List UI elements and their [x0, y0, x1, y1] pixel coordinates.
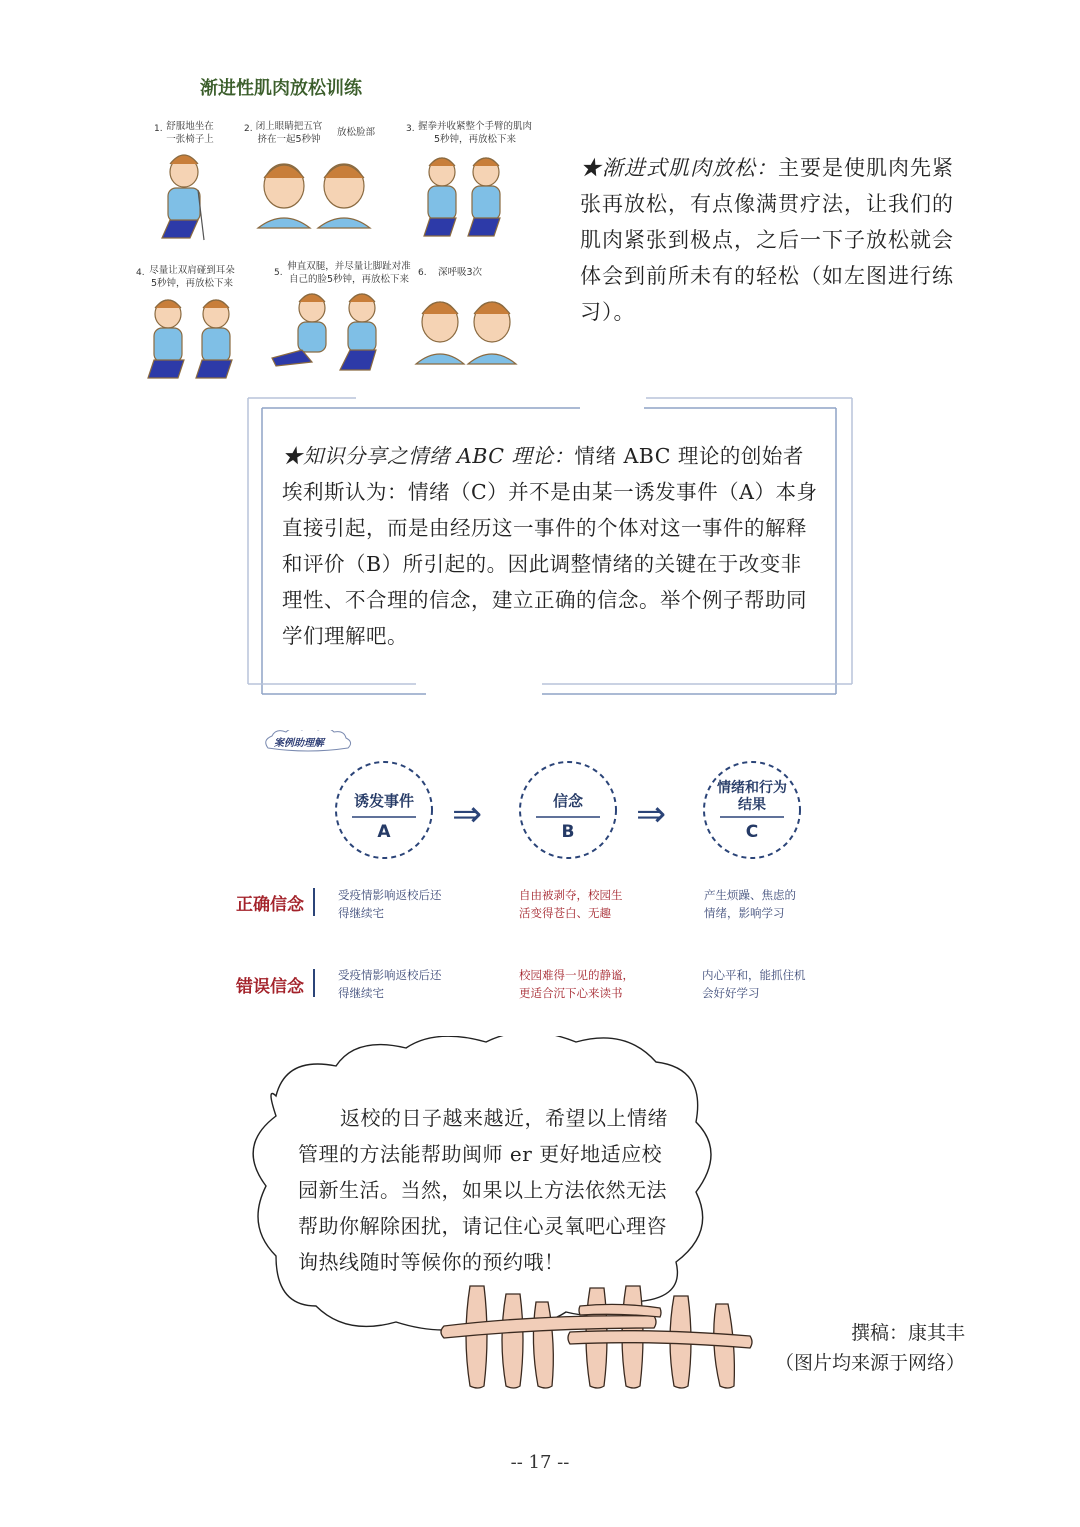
circle-c-letter: C — [745, 822, 759, 842]
figure-5 — [272, 294, 376, 370]
step-number: 6. — [418, 268, 427, 278]
figure-3 — [424, 158, 500, 236]
row-cell: 受疫情影响返校后还 得继续宅 — [338, 968, 442, 1000]
step-number: 5. — [274, 268, 283, 278]
relaxation-paragraph — [580, 150, 965, 330]
figure-2 — [258, 164, 370, 228]
step-text: 闭上眼睛把五官 挤在一起5秒钟 — [255, 121, 323, 145]
image-source-note: （图片均来源于网络） — [774, 1352, 965, 1374]
step-number: 3. — [406, 124, 415, 134]
step-text: 握拳并收紧整个手臂的肌肉 5秒钟，再放松下来 — [417, 121, 532, 145]
row-cell: 校园难得一见的静谧， 更适合沉下心来读书 — [519, 968, 634, 1000]
circle-a-label: 诱发事件 — [353, 792, 414, 810]
row-cell: 产生烦躁、焦虑的 情绪，影响学习 — [704, 888, 796, 920]
author-line: 撰稿：康其丰 — [850, 1322, 965, 1344]
relaxation-illustration — [136, 60, 536, 390]
figure-4 — [148, 300, 232, 378]
author-credit — [765, 1318, 965, 1378]
step-number: 2. — [244, 124, 253, 134]
case-tag — [262, 730, 358, 754]
relaxation-body: 主要是使肌肉先紧张再放松，有点像满贯疗法，让我们的肌肉紧张到极点，之后一下子放松就会体会到前所未有的轻松（如左图进行练习）。 — [580, 156, 954, 324]
figure-6 — [416, 302, 516, 364]
relaxation-heading: ★渐进式肌肉放松： — [580, 156, 778, 180]
case-tag-text: 案例助理解 — [274, 738, 324, 749]
circle-a-letter: A — [377, 822, 391, 842]
row-divider — [313, 888, 315, 916]
abc-heading: ★知识分享之情绪 ABC 理论： — [282, 444, 575, 468]
step-text: 伸直双腿，并尽量让脚趾对准 自己的脸5秒钟，再放松下来 — [287, 261, 411, 285]
step-number: 4. — [136, 268, 145, 278]
row-label-correct: 正确信念 — [236, 895, 304, 915]
row-cell: 自由被剥夺，校园生 活变得苍白、无趣 — [519, 888, 623, 920]
figures-drawing — [136, 60, 536, 390]
arrow-icon: ⇒ — [452, 794, 483, 835]
closing-body: 返校的日子越来越近，希望以上情绪管理的方法能帮助闽师 er 更好地适应校园新生活。当然，如果以上方法依然无法帮助你解除困扰，请记住心灵氧吧心理咨询热线随时等候你的预约哦！ — [298, 1106, 668, 1274]
row-cell: 内心平和，能抓住机 会好好学习 — [702, 968, 806, 1000]
page-number: -- 17 -- — [510, 1452, 570, 1473]
abc-body: 情绪 ABC 理论的创始者埃利斯认为：情绪（C）并不是由某一诱发事件（A）本身直接引起，而是由经历这一事件的个体对这一事件的解释和评价（B）所引起的。因此调整情绪的关键在于改变非理性、不合理的信念，建立正确的信念。举个例子帮助同学们理解吧。 — [282, 444, 818, 648]
row-divider — [313, 969, 315, 997]
step-text: 尽量让双肩碰到耳朵 5秒钟，再放松下来 — [149, 265, 235, 289]
wooden-fence — [440, 1282, 760, 1398]
step-text: 舒服地坐在 一张椅子上 — [166, 121, 214, 145]
step-text: 深呼吸3次 — [437, 267, 483, 278]
row-label-wrong: 错误信念 — [236, 977, 304, 997]
figure-1 — [162, 155, 204, 240]
abc-paragraph — [282, 438, 822, 654]
closing-paragraph — [298, 1100, 678, 1280]
step-text: 放松脸部 — [336, 127, 375, 138]
arrow-icon: ⇒ — [636, 794, 667, 835]
circle-b-letter: B — [561, 822, 575, 842]
circle-c-label: 情绪和行为 结果 — [717, 780, 787, 813]
step-number: 1. — [154, 124, 163, 134]
illustration-title: 渐进性肌肉放松训练 — [200, 78, 362, 99]
row-cell: 受疫情影响返校后还 得继续宅 — [338, 888, 442, 920]
circle-b-label: 信念 — [552, 792, 583, 810]
